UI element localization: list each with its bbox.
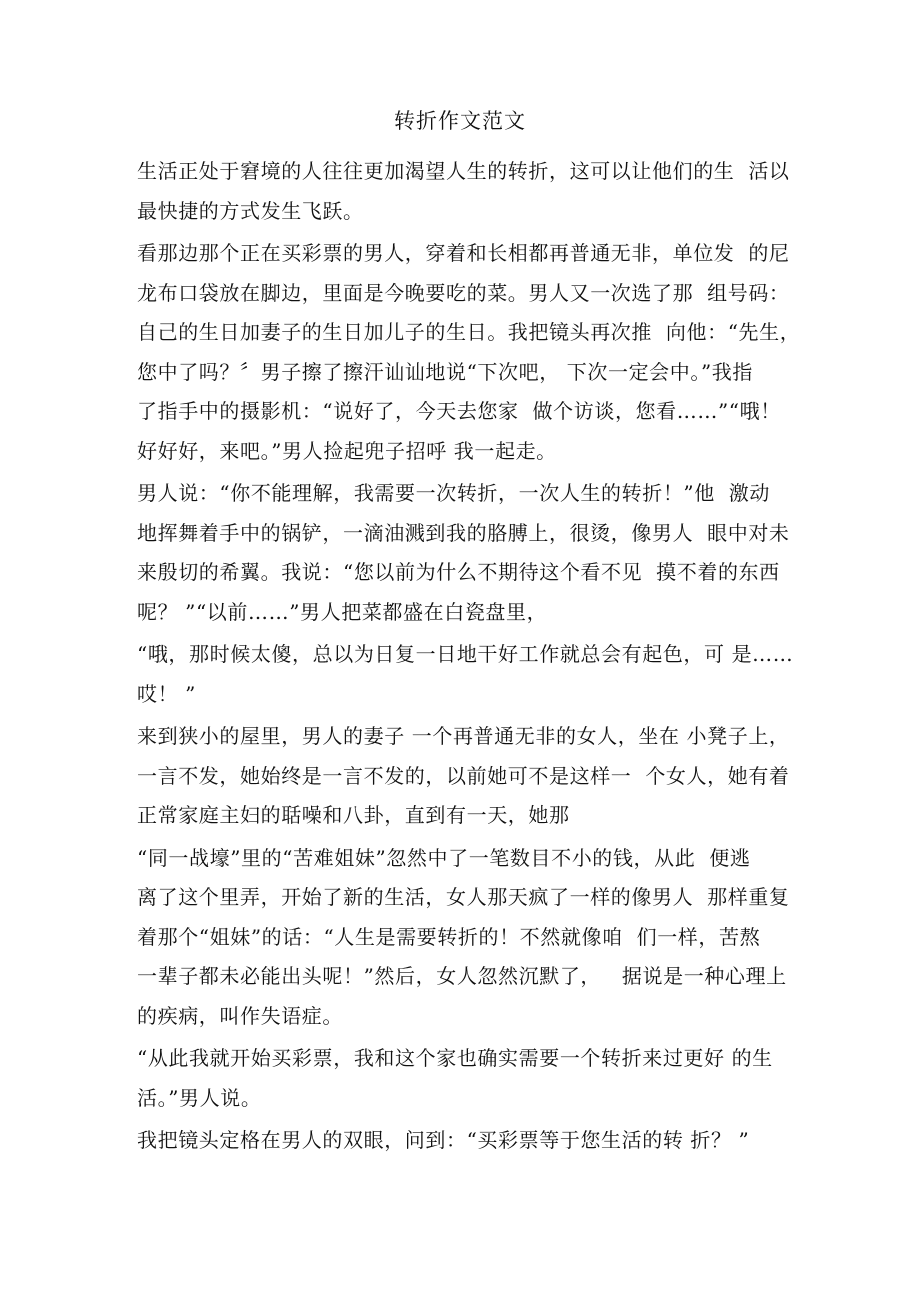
text-line: 的疾病，叫作失语症。 [137, 1003, 343, 1028]
text-line: 我把镜头定格在男人的双眼，问到：“买彩票等于您生活的转 折？ ” [137, 1128, 750, 1152]
text-line: “哦，那时候太傻，总以为日复一日地干好工作就总会有起色，可 是…… [137, 642, 794, 666]
text-line: 来殷切的希翼。我说：“您以前为什么不期待这个看不见 摸不着的东西 [137, 560, 780, 584]
paragraph [137, 152, 797, 231]
text-line: 男人说：“你不能理解，我需要一次转折，一次人生的转折！”他 激动 [137, 481, 770, 505]
text-line: 看那边那个正在买彩票的男人，穿着和长相都再普通无非，单位发 的尼 [137, 241, 790, 265]
document-title: 转折作文范文 [394, 109, 526, 133]
text-line: 活。”男人说。 [137, 1085, 262, 1110]
text-line: 您中了吗？〞男子擦了擦汗讪讪地说“下次吧， 下次一定会中。”我指 [137, 359, 754, 384]
text-line: 一辈子都未必能出头呢！”然后，女人忽然沉默了， 据说是一种心理上 [137, 964, 787, 988]
text-line: 一言不发，她始终是一言不发的，以前她可不是这样一 个女人，她有着 [137, 763, 790, 788]
text-line: 生活正处于窘境的人往往更加渴望人生的转折，这可以让他们的生 活以 [137, 159, 790, 183]
paragraph [137, 1121, 797, 1161]
text-line: 着那个“姐妹”的话：“人生是需要转折的！不然就像咱 们一样，苦熬 [137, 924, 761, 949]
text-line: 好好好，来吧。”男人捡起兜子招呼 我一起走。 [137, 438, 557, 463]
text-line: 离了这个里弄，开始了新的生活，女人那天疯了一样的像男人 那样重复 [137, 885, 790, 909]
text-line: 自己的生日加妻子的生日加儿子的生日。我把镜头再次推 向他：“先生， [137, 320, 801, 344]
paragraph [137, 635, 797, 714]
text-line: 呢？ ”“以前……”男人把菜都盛在白瓷盘里， [137, 599, 548, 624]
document-body [137, 152, 801, 1161]
text-line: 来到狭小的屋里，男人的妻子 一个再普通无非的女人，坐在 小凳子上， [137, 724, 790, 748]
text-line: 正常家庭主妇的聒噪和八卦，直到有一天，她那 [137, 803, 570, 827]
paragraph [137, 717, 797, 836]
text-line: 最快捷的方式发生飞跃。 [137, 198, 364, 223]
paragraph [137, 1039, 797, 1118]
paragraph [137, 839, 797, 1037]
text-line: 地挥舞着手中的锅铲，一滴油溅到我的胳膊上，很烫，像男人 眼中对未 [137, 520, 790, 545]
text-line: “同一战壕”里的“苦难姐妹”忽然中了一笔数目不小的钱，从此 便逃 [137, 845, 751, 870]
paragraph [137, 474, 797, 632]
text-line: 哎！ ” [137, 681, 196, 706]
text-line: 龙布口袋放在脚边，里面是今晚要吃的菜。男人又一次选了那 组号码： [137, 280, 790, 305]
text-line: “从此我就开始买彩票，我和这个家也确实需要一个转折来过更好 的生 [137, 1046, 773, 1070]
paragraph [137, 234, 801, 471]
text-line: 了指手中的摄影机：“说好了，今天去您家 做个访谈，您看……”“哦！ [137, 399, 781, 423]
